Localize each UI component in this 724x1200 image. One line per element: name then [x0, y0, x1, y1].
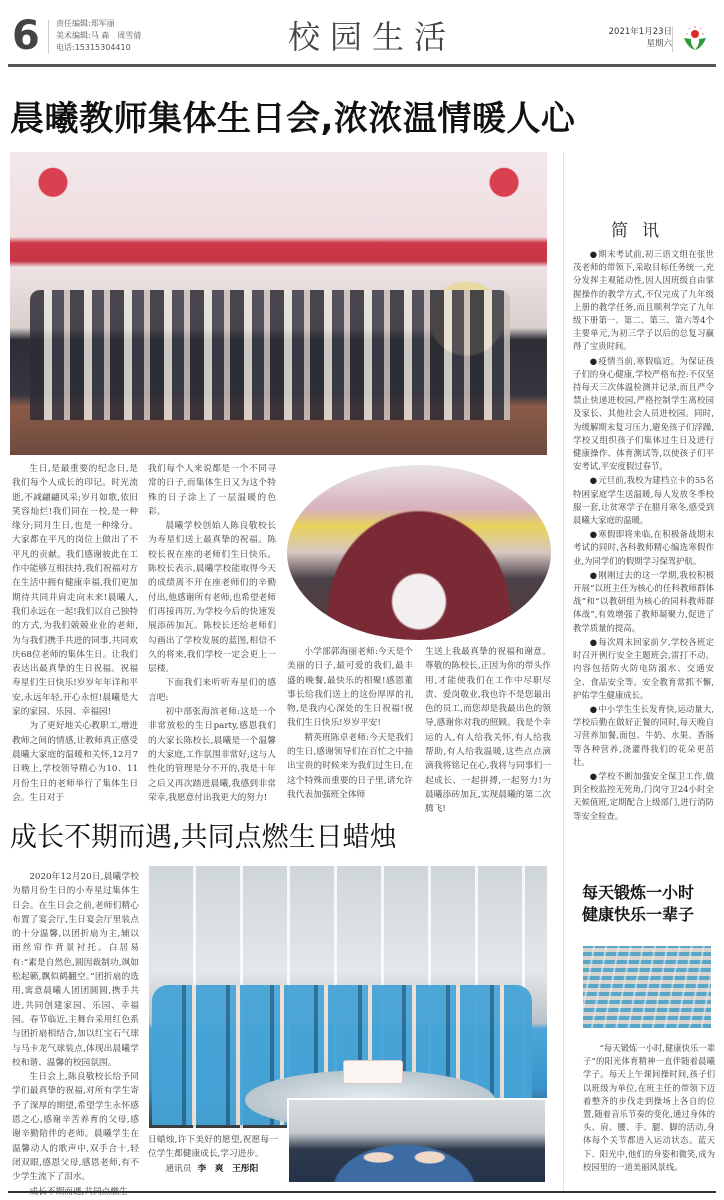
briefs-title: 简讯	[611, 221, 673, 241]
article1-paragraph: 我们每个人来说都是一个不同寻常的日子,而集体生日又为这个特殊的日子涂上了一层温暖的色彩。	[148, 464, 276, 517]
brief-item: ● 刚刚过去的这一学期,我校积极开展“以班主任为核心的任科教师群体战”和“以教研组为核心的同科教师群体战”,有效增强了教师凝聚力,促进了教学质量的提高。	[573, 569, 714, 635]
masthead-rule	[8, 64, 716, 67]
article2-paragraph: 2020年12月20日,晨曦学校为腊月份生日的小寿星过集体生日会。在生日会之前,老师们精心布置了宴会厅,生日宴会厅里装点的十分温馨,以团折扇为主,辅以雨丝帘作背景衬托。白居易有:“素是自然色,圆因裁制功,飒如松起籁,飘似鹤翻空。”团折扇的选用,寓意晨曦人团团圆圆,携手共进,共同创建家园、乐园、幸福园。春节临近,主舞台采用红色系与团折扇相结合,加以红宝石气球与马卡龙气球装点,体现出晨曦学校和谐、温馨的校园氛围。	[12, 872, 139, 1068]
weekday-text: 星期六	[646, 39, 672, 49]
logo-divider	[672, 26, 673, 52]
issue-date	[592, 26, 672, 50]
brief-item: ● 中小学生生长发育快,运动量大,学校后勤在做好正餐的同时,每天晚自习营养加餐,面包、牛奶、水果、香肠等各种营养,浇灌得我们的花朵更茁壮。	[573, 703, 714, 769]
byline	[148, 1162, 278, 1176]
article2-column-2	[148, 1133, 278, 1176]
article1-paragraph: 晨曦学校创始人陈良敬校长为寿星们送上最真挚的祝福。陈校长祝在座的老师们生日快乐。陈校长表示,晨曦学校能取得今天的成绩离不开在座老师们的辛勤付出,他感谢所有老师,也希望老师们再接再厉,为学校今后的快速发展添砖加瓦。陈校长还给老师们勾画出了学校发展的蓝图,相信不久的将来,我们学校一定会更上一层楼。	[148, 521, 276, 675]
brief-item: ● 寒假即将来临,在积极备战期末考试的同时,各科教师精心编选寒假作业,为同学们的假期学习保驾护航。	[573, 528, 714, 568]
article1-column-4	[425, 645, 551, 817]
brief-item: ● 每次周末回家前夕,学校各班定时召开例行安全主题班会,雷打不动。内容包括防火防电防溺水、交通安全、食品安全等。安全教育常抓不懈,护佑学生健康成长。	[573, 636, 714, 702]
bottom-rule	[8, 1191, 716, 1193]
briefs-list	[573, 248, 714, 824]
article1-headline: 晨曦教师集体生日会,浓浓温情暖人心	[10, 99, 576, 139]
article2-headline: 成长不期而遇,共同点燃生日蜡烛	[10, 822, 397, 853]
article1-column-2	[148, 462, 276, 805]
article1-paragraph: 精英班陈卓老师:今天是我们的生日,感谢领导们在百忙之中抽出宝贵的时候来为我们过生日,在这个特殊而重要的日子里,请允许我代表加强班全体师	[287, 732, 413, 800]
byline-names: 李 爽 王彤阳	[197, 1163, 259, 1174]
brief-item: ● 疫情当前,寒假临近。为保证孩子们的身心健康,学校严格布控:不仅坚持每天三次体温检测并记录,而且严令禁止快递进校园,严格控制学生离校园及家长、其他社会人员进校园。同时,为缓解期末复习压力,避免孩子们浮躁,学校又组织孩子们集体过生日及进行健康操作、体育测试等,以使孩子们平安考试,平安度假过春节。	[573, 355, 714, 474]
editor-in-charge: 责任编辑:郑军丽	[56, 19, 115, 28]
article1-paragraph: 下面我们来听听寿星们的感言吧:	[148, 678, 276, 703]
cake-cutting-photo	[287, 465, 551, 640]
page-number: 6	[12, 13, 40, 59]
sidebar-text	[583, 1042, 715, 1174]
brief-item: ● 元旦前,我校为建档立卡的55名特困家庭学生送温暖,每人发放冬季校服一套,让贫寒学子在腊月寒冬,感受到晨曦大家庭的温暖。	[573, 474, 714, 527]
byline-label: 通讯员	[165, 1163, 192, 1174]
article1-column-3	[287, 645, 413, 802]
sidebar-headline-line1: 每天锻炼一小时	[582, 883, 695, 902]
article1-paragraph: 小学部郭海丽老师:今天是个美丽的日子,最可爱的我们,最丰盛的晚餐,最快乐的相聚!感恩董事长给我们送上的这份厚厚的礼物,是我内心深处的生日祝福!祝我们生日快乐!岁岁平安!	[287, 647, 413, 729]
article1-paragraph: 为了更好地关心教职工,增进教师之间的情感,让教师真正感受晨曦大家庭的温暖和关怀,12月7日晚上,学校领导精心为10、11月份生日的老师举行了集体生日会。生日对于	[12, 721, 138, 803]
sidebar-headline	[582, 882, 722, 926]
brief-item: ● 学校不断加强安全保卫工作,做到全校监控无死角,门岗守卫24小时全天候值班,定期配合上级部门,进行消防等安全检查。	[573, 770, 714, 823]
school-logo-icon	[680, 24, 710, 54]
morning-exercise-photo	[583, 946, 711, 1028]
editor-credits	[56, 18, 141, 54]
date-text: 2021年1月23日	[608, 27, 672, 37]
article2-paragraph: 日蜡烛,许下美好的愿望,祝愿每一位学生都健康成长,学习进步。	[148, 1135, 278, 1160]
brief-item: ● 期末考试前,初三语文组在张世茂老师的带领下,采取目标任务统一,充分发挥主观能动性,因人因班级自由掌握操作的教学方式,不仅完成了九年级上册的教学任务,而且顺利学完了九年级下册第一、第二、第三、第六等4个主要单元,为初三学子以后的总复习赢得了宝贵时间。	[573, 248, 714, 354]
column-divider	[563, 152, 564, 1192]
article1-paragraph: 生送上我最真挚的祝福和谢意。尊敬的陈校长,正因为你的带头作用,才能使我们在工作中尽职尽责、爱岗敬业,我也许不是您最出色的员工,而您却是我最出色的领导,感谢你对我的照顾。我是个幸运的人,有人给我关怀,有人给我帮助,有人给我温暖,这些点点滴滴我将铭记在心,我将与同事们一起成长、一起拼搏,一起努力!为晨曦添砖加瓦,实现晨曦的第二次腾飞!	[425, 647, 551, 815]
teachers-group-figures	[30, 290, 510, 420]
article1-column-1	[12, 462, 138, 805]
art-editor: 美术编辑:马 森 周雪倩	[56, 31, 142, 40]
masthead-divider	[48, 20, 49, 54]
article1-paragraph: 初中部张海滨老师:这是一个非常放松的生日party,感恩我们的大家长陈校长,晨曦是一个温馨的大家庭,工作氛围非常好,这与人性化的管理是分不开的,我是十年之后又再次踏进晨曦,我感到非常荣幸,我愿意付出我更大的努力!	[148, 707, 276, 803]
article1-paragraph: 生日,是最重要的纪念日,是我们每个人成长的印记。时光流逝,不减翩翩风采;岁月如歌,依旧笑容灿烂!我们同在一校,是一种缘分;同月生日,也是一种缘分。大家都在平凡的岗位上做出了不平凡的贡献。我们感谢彼此在工作中能够互相扶持,我们祝福对方在生活中拥有健康幸福,我们更加期待共同并肩走向未来!晨曦人,我们永远在一起!我们以自己独特的方式,为我们兢兢业业的老师,为与我们携手共进的同事,共同欢庆68位老师的集体生日。让我们表达出最真挚的生日祝福。祝福寿星们生日快乐!岁岁年年详和平安,永远年轻,开心永恒!晨曦是大家的家园、乐园、幸福园!	[12, 464, 138, 718]
section-title: 校园生活	[288, 18, 457, 56]
students-selfie-photo	[287, 1098, 547, 1184]
sidebar-headline-line2: 健康快乐一辈子	[582, 905, 695, 924]
sidebar-paragraph: “每天锻炼一小时,健康快乐一辈子”的阳光体育精神一直伴随着晨曦学子。每天上午课间操时间,孩子们以班级为单位,在班主任的带领下迈着整齐的步伐走到操场上各自的位置,随着音乐节奏的变化,通过身体的头、肩、腰、手、腿、脚的活动,身体每个关节都进入运动状态。蓝天下、阳光中,他们的身姿和微笑,成为校园里的一道美丽风景线。	[583, 1043, 715, 1172]
article2-column-1	[12, 870, 139, 1199]
article2-paragraph: 生日会上,陈良敬校长给予同学们最真挚的祝福,对所有学生寄予了深厚的期望,希望学生永怀感恩之心,感谢辛苦养育的父母,感谢辛勤陪伴的老师。晨曦学生在温馨动人的歌声中,双手合十,轻闭双眼,感恩父母,感恩老师,有不少学生流下了泪水。	[12, 1072, 139, 1183]
birthday-cake	[343, 1060, 403, 1084]
phone-number: 电话:15315304410	[56, 43, 131, 52]
